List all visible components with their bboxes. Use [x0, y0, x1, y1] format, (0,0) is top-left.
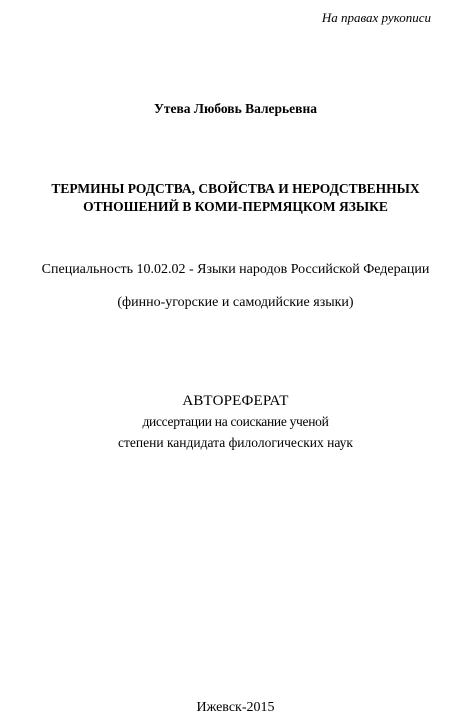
title-line-1: ТЕРМИНЫ РОДСТВА, СВОЙСТВА И НЕРОДСТВЕННЫХ	[51, 181, 420, 196]
rights-notice: На правах рукописи	[321, 10, 431, 25]
document-type-heading: АВТОРЕФЕРАТ	[182, 393, 289, 409]
dissertation-title	[0, 180, 471, 216]
author-name: Утева Любовь Валерьевна	[153, 101, 317, 116]
specialty-subline: (финно-угорские и самодийские языки)	[117, 295, 354, 310]
document-description-line-1: диссертации на соискание ученой	[142, 414, 329, 429]
specialty-line: Специальность 10.02.02 - Языки народов Российской Федерации	[41, 262, 430, 277]
place-year: Ижевск-2015	[196, 700, 275, 715]
title-line-2: ОТНОШЕНИЙ В КОМИ-ПЕРМЯЦКОМ ЯЗЫКЕ	[83, 199, 388, 214]
document-description-line-2: степени кандидата филологических наук	[118, 435, 353, 450]
